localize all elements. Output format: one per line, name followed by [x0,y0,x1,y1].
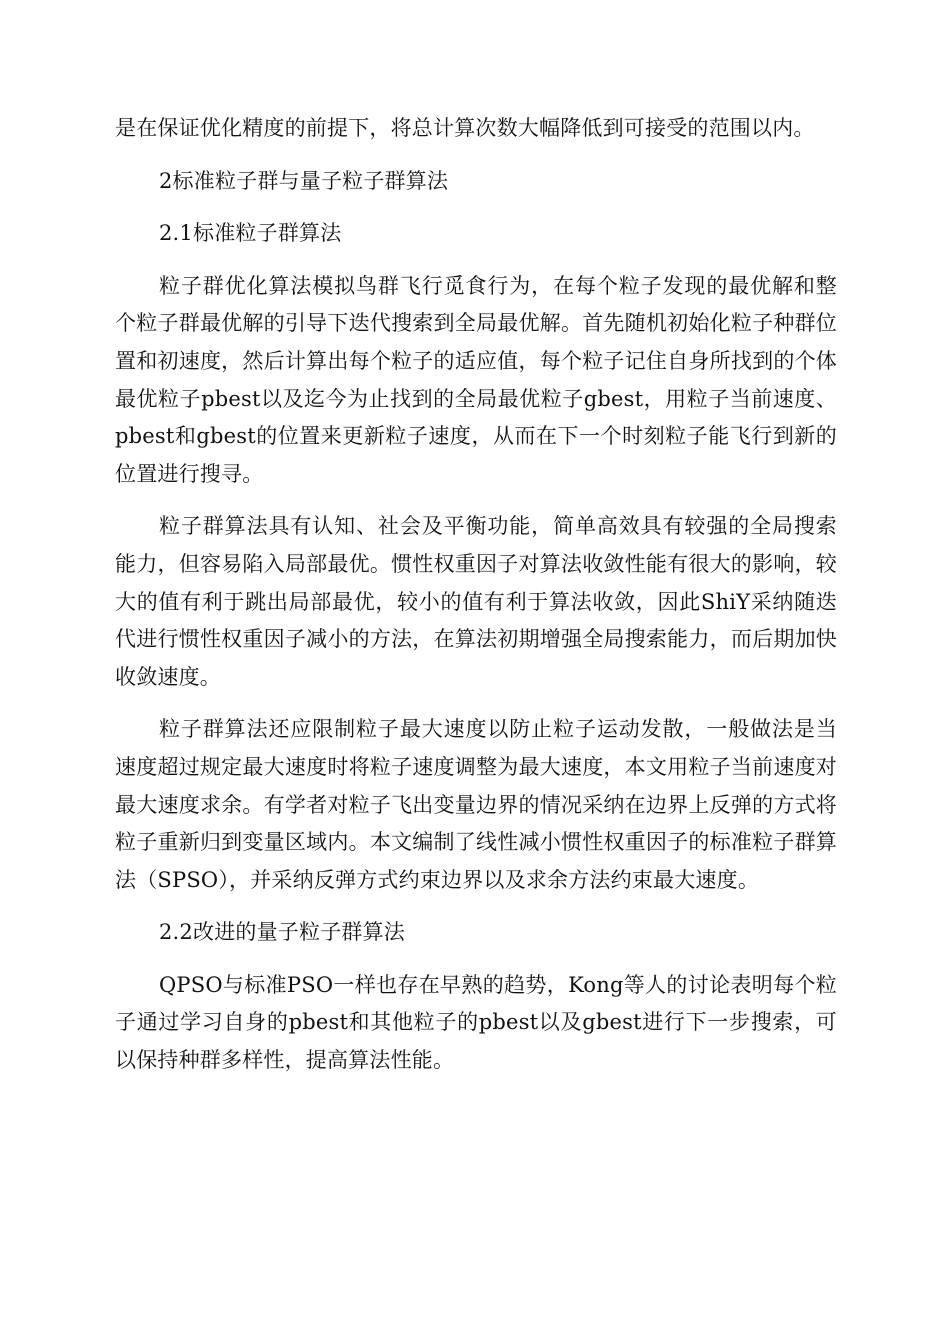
paragraph-continuation: 是在保证优化精度的前提下，将总计算次数大幅降低到可接受的范围以内。 [115,116,815,140]
document-page [115,110,837,1080]
paragraph-qpso: QPSO与标准PSO一样也存在早熟的趋势，Kong等人的讨论表明每个粒子通过学习自身的pbest和其他粒子的pbest以及gbest进行下一步搜索，可以保持种群多样性，提高算法性能。 [115,972,837,1073]
paragraph-pso-intro: 粒子群优化算法模拟鸟群飞行觅食行为，在每个粒子发现的最优解和整个粒子群最优解的引导下迭代搜索到全局最优解。首先随机初始化粒子种群位置和初速度，然后计算出每个粒子的适应值，每个粒子记住自身所找到的个体最优粒子pbest以及迄今为止找到的全局最优粒子gbest，用粒子当前速度、pbest和gbest的位置来更新粒子速度，从而在下一个时刻粒子能飞行到新的位置进行搜寻。 [115,273,837,486]
subsection-heading-2-1: 2.1标准粒子群算法 [159,221,342,246]
paragraph-pso-velocity: 粒子群算法还应限制粒子最大速度以防止粒子运动发散，一般做法是当速度超过规定最大速度时将粒子速度调整为最大速度，本文用粒子当前速度对最大速度求余。有学者对粒子飞出变量边界的情况采纳在边界上反弹的方式将粒子重新归到变量区域内。本文编制了线性减小惯性权重因子的标准粒子群算法（SPSO），并采纳反弹方式约束边界以及求余方法约束最大速度。 [115,717,837,892]
paragraph-pso-features: 粒子群算法具有认知、社会及平衡功能，简单高效具有较强的全局搜索能力，但容易陷入局部最优。惯性权重因子对算法收敛性能有很大的影响，较大的值有利于跳出局部最优，较小的值有利于算法收敛，因此ShiY采纳随迭代进行惯性权重因子减小的方法，在算法初期增强全局搜索能力，而后期加快收敛速度。 [115,514,837,689]
section-heading-2: 2标准粒子群与量子粒子群算法 [159,168,449,193]
subsection-heading-2-2: 2.2改进的量子粒子群算法 [159,920,405,945]
